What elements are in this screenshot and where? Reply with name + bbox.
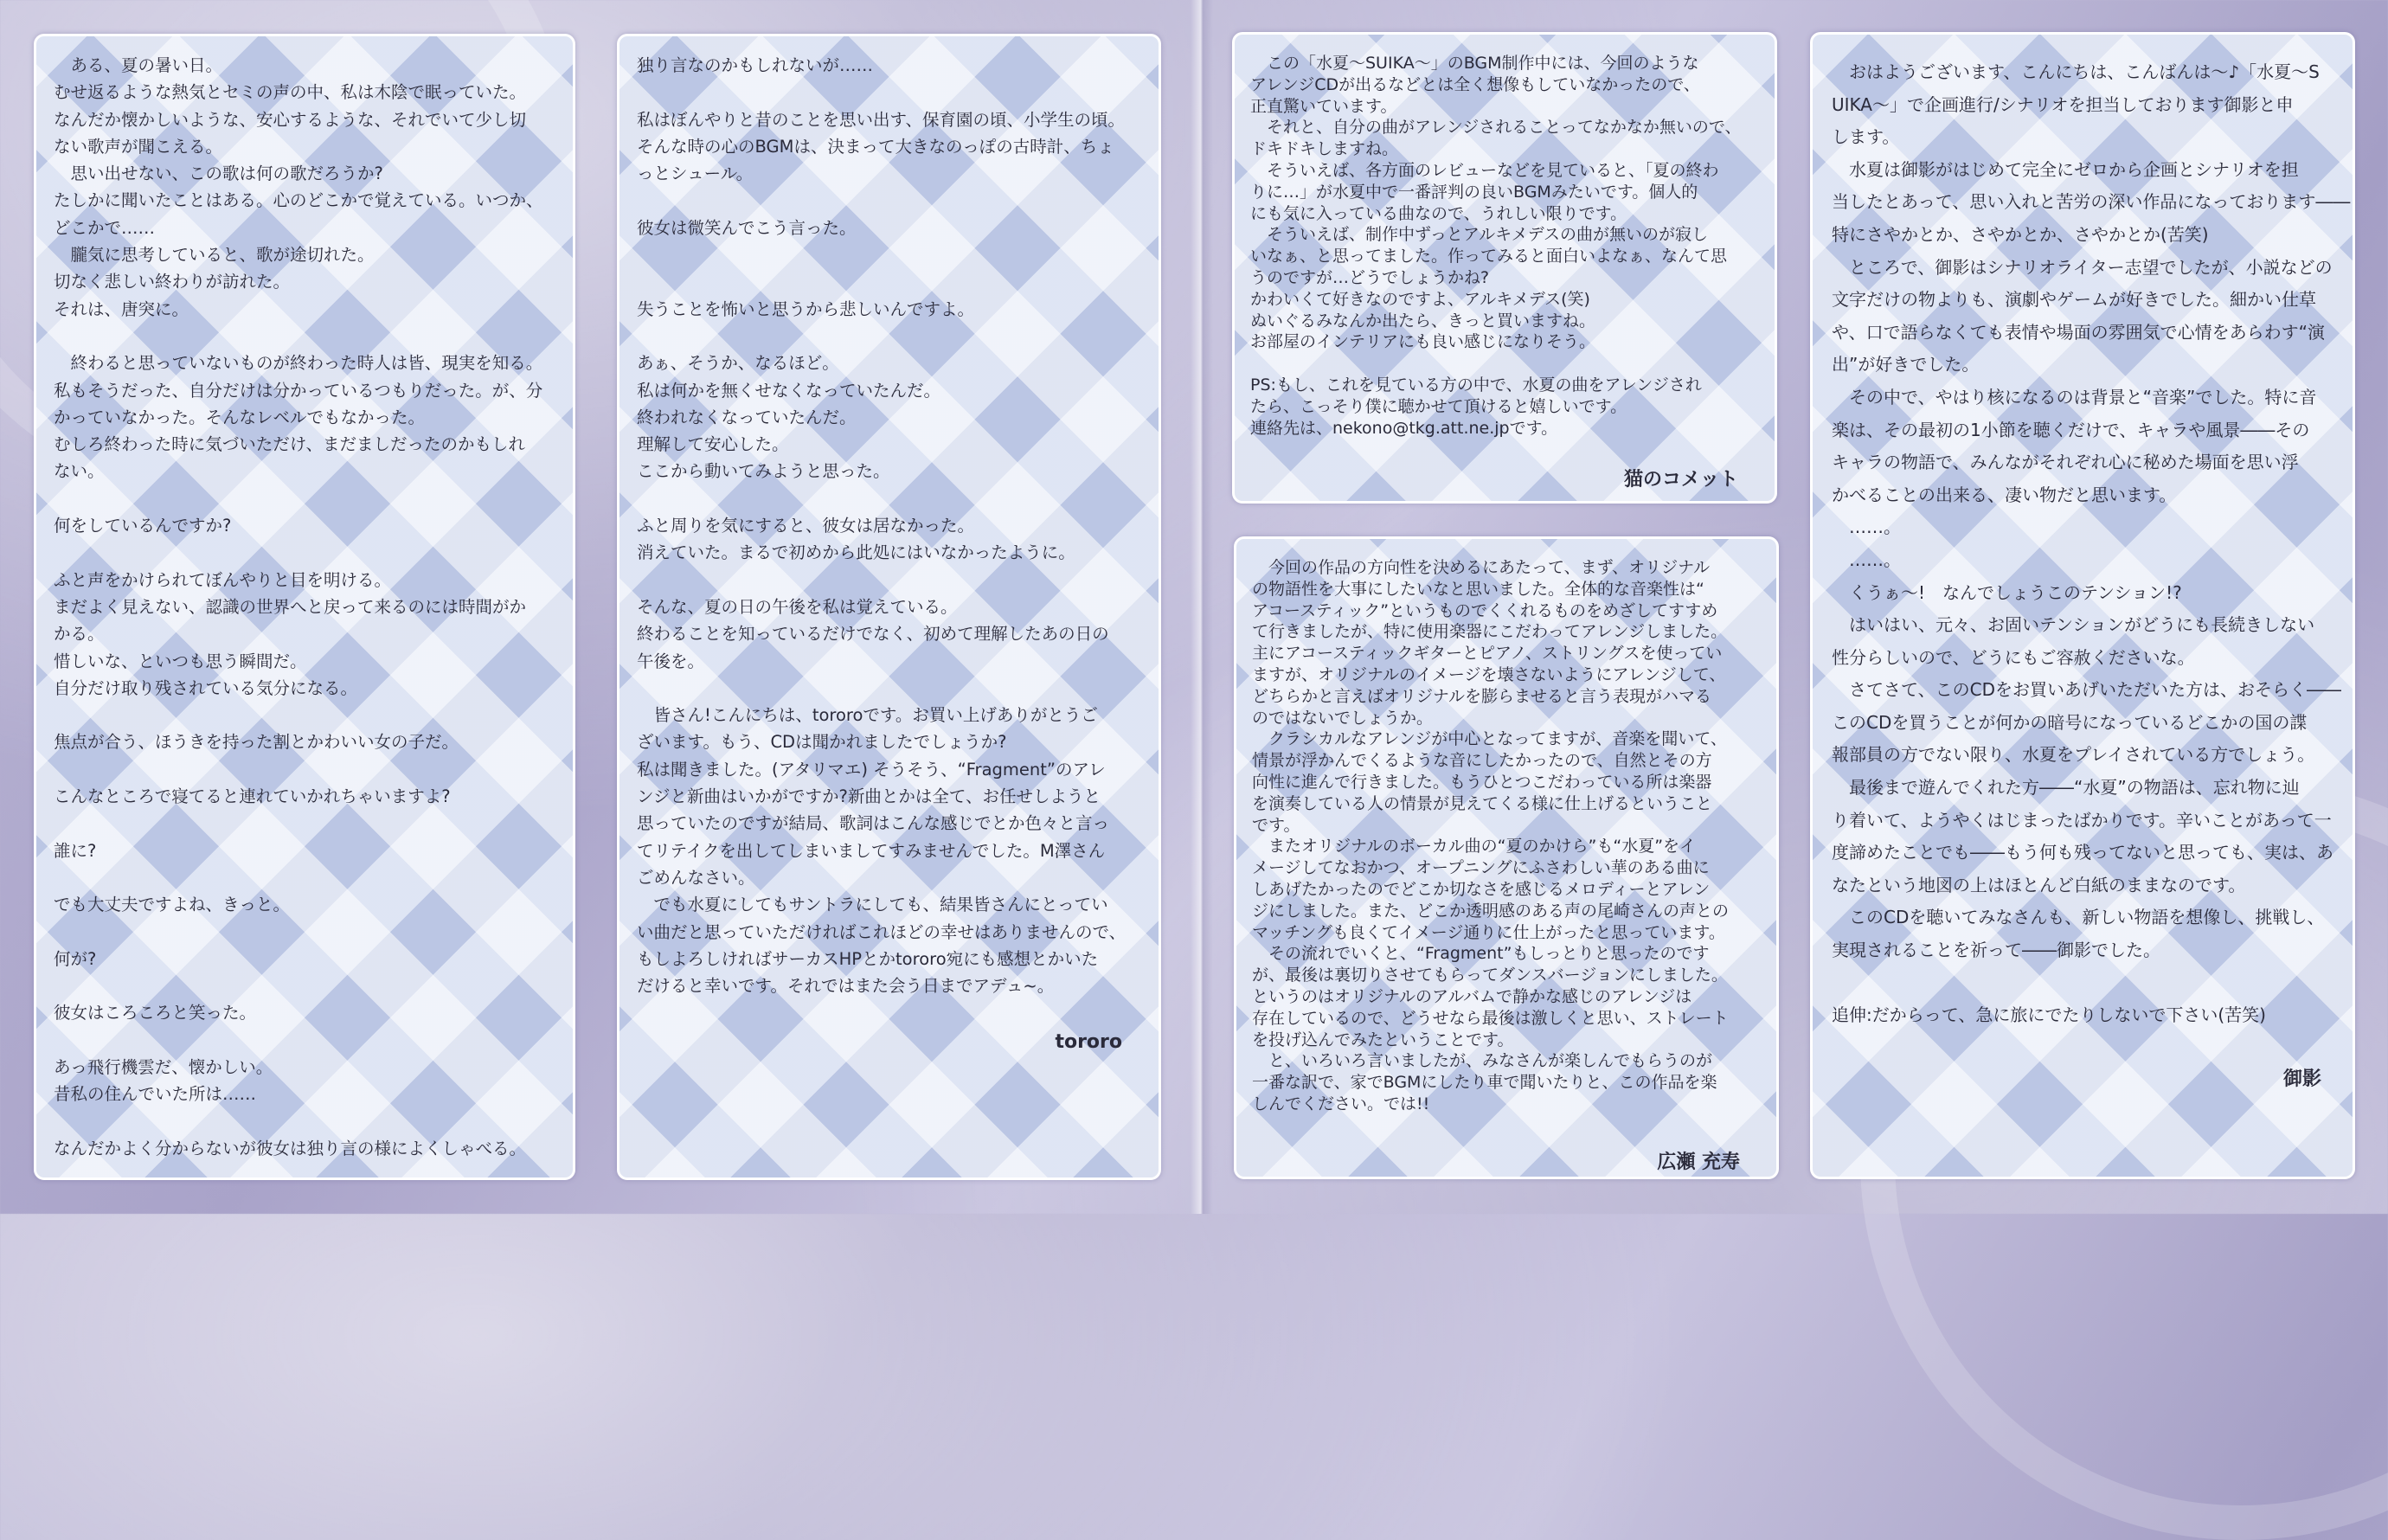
text-line: 私は何かを無くせなくなっていたんだ。 xyxy=(637,380,941,401)
text-line: たしかに聞いたことはある。心のどこかで覚えている。いつか、 xyxy=(54,190,543,211)
text-line: 誰に? xyxy=(54,840,97,861)
text-line: クラシカルなアレンジが中心となってますが、音楽を聞いて、 xyxy=(1252,729,1727,749)
text-line: 午後を。 xyxy=(637,651,705,671)
text-line: このCDを聴いてみなさんも、新しい物語を想像し、挑戦し、 xyxy=(1832,907,2325,928)
text-line: 主にアコースティックギターとピアノ、ストリングスを使ってい xyxy=(1252,644,1723,664)
text-line: ……。 xyxy=(1832,517,1901,538)
text-line: 情景が浮かんでくるような音にしたかったので、自然とその方 xyxy=(1252,751,1712,771)
text-line: かべることの出来る、凄い物だと思います。 xyxy=(1832,484,2177,505)
text-line: 追伸:だからって、急に旅にでたりしないで下さい(苦笑) xyxy=(1832,1004,2266,1026)
text-line: アコースティック”というものでくくれるものをめざしてすすめ xyxy=(1252,600,1718,620)
text-line: ある、夏の暑い日。 xyxy=(54,55,223,75)
text-line: 一番な訳で、家でBGMにしたり車で聞いたりと、この作品を楽 xyxy=(1252,1073,1717,1093)
text-line: 昔私の住んでいた所は…… xyxy=(54,1084,257,1105)
text-line xyxy=(637,187,1146,214)
text-line: 当したとあって、思い入れと苦労の深い作品になっております―― xyxy=(1832,191,2351,213)
text-line: だけると幸いです。それではまた会う日までアデュ~。 xyxy=(637,976,1055,997)
text-line: 思い出せない、この歌は何の歌だろうか? xyxy=(54,164,383,184)
story-text xyxy=(36,52,573,1162)
text-line xyxy=(54,810,561,837)
text-line: 水夏は御影がはじめて完全にゼロから企画とシナリオを担 xyxy=(1832,158,2299,180)
text-line xyxy=(54,702,561,728)
text-line: 今回の作品の方向性を決めるにあたって、まず、オリジナル xyxy=(1252,558,1711,577)
text-line: そんな時の心のBGMは、決まって大きなのっぽの古時計、ちょ xyxy=(637,136,1114,157)
text-line: にも気に入っている曲なので、うれしい限りです。 xyxy=(1250,203,1627,223)
comment-text xyxy=(1235,53,1775,439)
text-line: 何が? xyxy=(54,948,97,969)
text-line: このCDを買うことが何かの暗号になっているどこかの国の諜 xyxy=(1832,711,2308,733)
text-line: というのはオリジナルのアルバムで静かな感じのアレンジは xyxy=(1252,986,1692,1006)
text-line: かっていなかった。そんなレベルでもなかった。 xyxy=(54,407,426,427)
text-line: 私は聞きました。(アタリマエ) そうそう、“Fragment”のアレ xyxy=(637,759,1106,780)
text-line xyxy=(1250,353,1764,375)
text-line: を演奏している人の情景が見えてくる様に仕上げるということ xyxy=(1252,793,1713,813)
comment-panel-nekono xyxy=(1232,32,1777,504)
text-line: ごめんなさい。 xyxy=(637,867,755,888)
text-line: いなぁ、と思ってました。作ってみると面白いよなぁ、なんて思 xyxy=(1250,247,1728,266)
text-line: どこかで…… xyxy=(54,217,156,238)
text-line xyxy=(637,485,1146,512)
text-line: こんなところで寝てると連れていかれちゃいますよ? xyxy=(54,786,451,807)
text-line: 度諦めたことでも――もう何も残ってないと思っても、実は、あ xyxy=(1832,842,2333,863)
text-line: 出”が好きでした。 xyxy=(1832,354,1980,375)
text-line: り着いて、ようやくはじまったばかりです。辛いことがあって一 xyxy=(1832,809,2332,831)
text-line xyxy=(54,919,561,946)
text-line: 惜しいな、といつも思う瞬間だ。 xyxy=(54,651,307,671)
text-line: おはようございます、こんにちは、こんばんは～♪「水夏～S xyxy=(1832,61,2320,82)
text-line: ふと周りを気にすると、彼女は居なかった。 xyxy=(637,516,975,536)
text-line: 理解して安心した。 xyxy=(637,434,789,455)
text-line: です。 xyxy=(1252,815,1300,835)
text-line: あぁ、そうか、なるほど。 xyxy=(637,353,839,374)
text-line: 焦点が合う、ほうきを持った割とかわいい女の子だ。 xyxy=(54,732,459,753)
text-line xyxy=(637,79,1146,106)
text-line: 文字だけの物よりも、演劇やゲームが好きでした。細かい仕草 xyxy=(1832,289,2316,311)
text-line xyxy=(54,1108,561,1135)
signature-nekono-comet: 猫のコメット xyxy=(1623,469,1738,491)
text-line: アレンジCDが出るなどとは全く想像もしていなかったので、 xyxy=(1250,74,1700,94)
text-line: 思っていたのですが結局、歌詞はこんな感じでとか色々と言っ xyxy=(637,813,1110,834)
story-panel-left xyxy=(34,34,575,1180)
text-line xyxy=(54,1027,561,1054)
text-line: 向性に進んで行きました。もうひとつこだわっている所は楽器 xyxy=(1252,772,1712,792)
text-line: さてさて、このCDをお買いあげいただいた方は、おそらく―― xyxy=(1832,679,2341,701)
text-line: 楽は、その最初の1小節を聴くだけで、キャラや風景――その xyxy=(1832,419,2310,440)
text-line: 自分だけ取り残されている気分になる。 xyxy=(54,677,358,698)
text-line: 終わることを知っているだけでなく、初めて理解したあの日の xyxy=(637,624,1109,645)
text-line: ない歌声が聞こえる。 xyxy=(54,136,223,157)
text-line: たら、こっそり僕に聴かせて頂けると嬉しいです。 xyxy=(1250,396,1627,416)
text-line: 私はぼんやりと昔のことを思い出す、保育園の頃、小学生の頃。 xyxy=(637,109,1125,130)
text-line: ンジと新曲はいかがですか?新曲とかは全て、お任せしようと xyxy=(637,786,1101,807)
text-line: まだよく見えない、認識の世界へと戻って来るのには時間がか xyxy=(54,596,527,617)
text-line: 連絡先は、nekono@tkg.att.ne.jpです。 xyxy=(1250,418,1558,438)
comment-panel-hirose xyxy=(1234,536,1779,1179)
text-line: ところで、御影はシナリオライター志望でしたが、小説などの xyxy=(1832,256,2333,278)
text-line: その流れでいくと、“Fragment”もしっとりと思ったのです xyxy=(1252,944,1710,964)
text-line: ますが、オリジナルのイメージを壊さないようにアレンジして、 xyxy=(1252,664,1726,684)
comment-text xyxy=(1236,557,1776,1115)
text-line: そういえば、制作中ずっとアルキメデスの曲が無いのが寂し xyxy=(1250,225,1708,245)
text-line: 皆さん!こんにちは、tororoです。お買い上げありがとうご xyxy=(637,705,1098,726)
text-line: お部屋のインテリアにも良い感じになりそう。 xyxy=(1250,332,1596,352)
text-line: 独り言なのかもしれないが…… xyxy=(637,55,874,75)
text-line: キャラの物語で、みんながそれぞれ心に秘めた場面を思い浮 xyxy=(1832,452,2299,473)
text-line: 彼女は微笑んでこう言った。 xyxy=(637,217,857,238)
text-line xyxy=(54,864,561,891)
text-line: なんだか懐かしいような、安心するような、それでいて少し切 xyxy=(54,109,527,130)
text-line: の物語性を大事にしたいなと思いました。全体的な音楽性は“ xyxy=(1252,579,1704,599)
text-line: しんでください。では!! xyxy=(1252,1094,1430,1113)
text-line: むしろ終わった時に気づいただけ、まだましだったのかもしれ xyxy=(54,434,526,455)
text-line: 朧気に思考していると、歌が途切れた。 xyxy=(54,245,375,266)
text-line: マッチングも良くてイメージ通りに仕上がったと思っています。 xyxy=(1252,922,1725,942)
text-line xyxy=(54,972,561,999)
text-line: ジにしました。また、どこか透明感のある声の尾崎さんの声との xyxy=(1252,901,1730,921)
text-line: またオリジナルのボーカル曲の“夏のかけら”も“水夏”をイ xyxy=(1252,837,1697,857)
text-line: それと、自分の曲がアレンジされることってなかなか無いので、 xyxy=(1250,118,1742,138)
text-line: 報部員の方でない限り、水夏をプレイされている方でしょう。 xyxy=(1832,744,2315,766)
text-line: メージしてなおかつ、オープニングにふさわしい華のある曲に xyxy=(1252,858,1710,878)
text-line xyxy=(637,268,1146,295)
text-line xyxy=(637,241,1146,268)
text-line: 実現されることを祈って――御影でした。 xyxy=(1832,940,2160,961)
text-line: 何をしているんですか? xyxy=(54,516,232,536)
text-line: はいはい、元々、お固いテンションがどうにも長続きしない xyxy=(1832,614,2315,636)
text-line xyxy=(54,539,561,566)
text-line: ここから動いてみようと思った。 xyxy=(637,461,890,482)
text-line: 最後まで遊んでくれた方――“水夏”の物語は、忘れ物に辿 xyxy=(1832,777,2300,799)
text-line: い曲だと思っていただければこれほどの幸せはありませんので、 xyxy=(637,921,1127,942)
text-line: もしよろしければサーカスHPとかtororo宛にも感想とかいた xyxy=(637,948,1099,969)
text-line: どちらかと言えばオリジナルを膨らませると言う表現がハマる xyxy=(1252,686,1712,706)
text-line: でも水夏にしてもサントラにしても、結果皆さんにとってい xyxy=(637,895,1108,915)
story-text xyxy=(619,52,1159,999)
comment-panel-mikage xyxy=(1810,32,2355,1179)
text-line xyxy=(637,567,1146,594)
text-line: 消えていた。まるで初めから此処にはいなかったように。 xyxy=(637,542,1075,563)
text-line: くうぁ～! なんでしょうこのテンション!? xyxy=(1832,581,2182,603)
signature-hirose: 広瀬 充寿 xyxy=(1657,1152,1740,1173)
text-line: や、口で語らなくても表情や場面の雰囲気で心情をあらわす“演 xyxy=(1832,321,2325,343)
text-line: 切なく悲しい終わりが訪れた。 xyxy=(54,272,291,292)
text-line: そういえば、各方面のレビューなどを見ていると、「夏の終わ xyxy=(1250,160,1719,180)
text-line: 正直驚いています。 xyxy=(1250,96,1397,116)
text-line: ふと声をかけられてぼんやりと目を明ける。 xyxy=(54,569,392,590)
text-line xyxy=(54,323,561,350)
text-line: その中で、やはり核になるのは背景と“音楽”でした。特に音 xyxy=(1832,386,2317,407)
text-line: します。 xyxy=(1832,126,1900,148)
text-line xyxy=(54,485,561,512)
text-line: 彼女はころころと笑った。 xyxy=(54,1003,257,1023)
text-line xyxy=(637,323,1146,350)
text-line: てリテイクを出してしまいましてすみませんでした。M澤さん xyxy=(637,840,1106,861)
text-line: のではないでしょうか。 xyxy=(1252,708,1434,728)
text-line: ドキドキしますね。 xyxy=(1250,139,1399,159)
text-line: 私もそうだった、自分だけは分かっているつもりだった。が、分 xyxy=(54,380,543,401)
text-line: PS:もし、これを見ている方の中で、水夏の曲をアレンジされ xyxy=(1250,375,1702,395)
text-line: っとシュール。 xyxy=(637,164,754,184)
text-line: が、最後は裏切りさせてもらってダンスバージョンにしました。 xyxy=(1252,966,1728,985)
text-line: むせ返るような熱気とセミの声の中、私は木陰で眠っていた。 xyxy=(54,82,527,103)
text-line: て行きましたが、特に使用楽器にこだわってアレンジしました。 xyxy=(1252,622,1728,642)
text-line: 終われなくなっていたんだ。 xyxy=(637,407,857,427)
text-line: しあげたかったのでどこか切なさを感じるメロディーとアレン xyxy=(1252,879,1711,899)
text-line: を投げ込んでみたということです。 xyxy=(1252,1030,1514,1049)
text-line: かる。 xyxy=(54,624,105,645)
text-line: 終わると思っていないものが終わった時人は皆、現実を知る。 xyxy=(54,353,543,374)
text-line: 失うことを怖いと思うから悲しいんですよ。 xyxy=(637,298,975,319)
text-line: UIKA～」で企画進行/シナリオを担当しております御影と申 xyxy=(1832,93,2294,115)
text-line: ぬいぐるみなんか出たら、きっと買いますね。 xyxy=(1250,311,1596,330)
text-line: 存在しているので、どうせなら最後は激しくと思い、ストレート xyxy=(1252,1008,1729,1028)
story-and-comment-panel xyxy=(617,34,1161,1180)
text-line: 特にさやかとか、さやかとか、さやかとか(苦笑) xyxy=(1832,223,2209,245)
text-line: 性分らしいので、どうにもご容赦くださいな。 xyxy=(1832,646,2195,668)
text-line: それは、唐突に。 xyxy=(54,298,189,319)
text-line: あっ飛行機雲だ、懐かしい。 xyxy=(54,1056,273,1077)
text-line xyxy=(1832,967,2342,1000)
comment-text xyxy=(1813,56,2353,1032)
text-line: でも大丈夫ですよね、きっと。 xyxy=(54,895,291,915)
text-line: うのですが…どうでしょうかね? xyxy=(1250,267,1490,287)
signature-mikage: 御影 xyxy=(2282,1068,2321,1090)
text-line: なたという地図の上はほとんど白紙のままなのです。 xyxy=(1832,874,2246,895)
text-line: かわいくて好きなのですよ、アルキメデス(笑) xyxy=(1250,289,1590,309)
text-line: と、いろいろ言いましたが、みなさんが楽しんでもらうのが xyxy=(1252,1051,1713,1071)
text-line: そんな、夏の日の午後を私は覚えている。 xyxy=(637,596,958,617)
text-line: この「水夏～SUIKA～」のBGM制作中には、今回のような xyxy=(1250,54,1699,73)
signature-tororo: tororo xyxy=(1055,1031,1122,1053)
text-line: りに…」が水夏中で一番評判の良いBGMみたいです。個人的 xyxy=(1250,182,1698,202)
text-line xyxy=(637,675,1146,702)
text-line: ざいます。もう、CDは聞かれましたでしょうか? xyxy=(637,732,1007,753)
text-line: なんだかよく分からないが彼女は独り言の様によくしゃべる。 xyxy=(54,1138,527,1158)
text-line: ない。 xyxy=(54,461,105,482)
booklet-fold xyxy=(1191,0,1213,1214)
text-line xyxy=(54,756,561,783)
text-line: ……。 xyxy=(1832,549,1901,570)
